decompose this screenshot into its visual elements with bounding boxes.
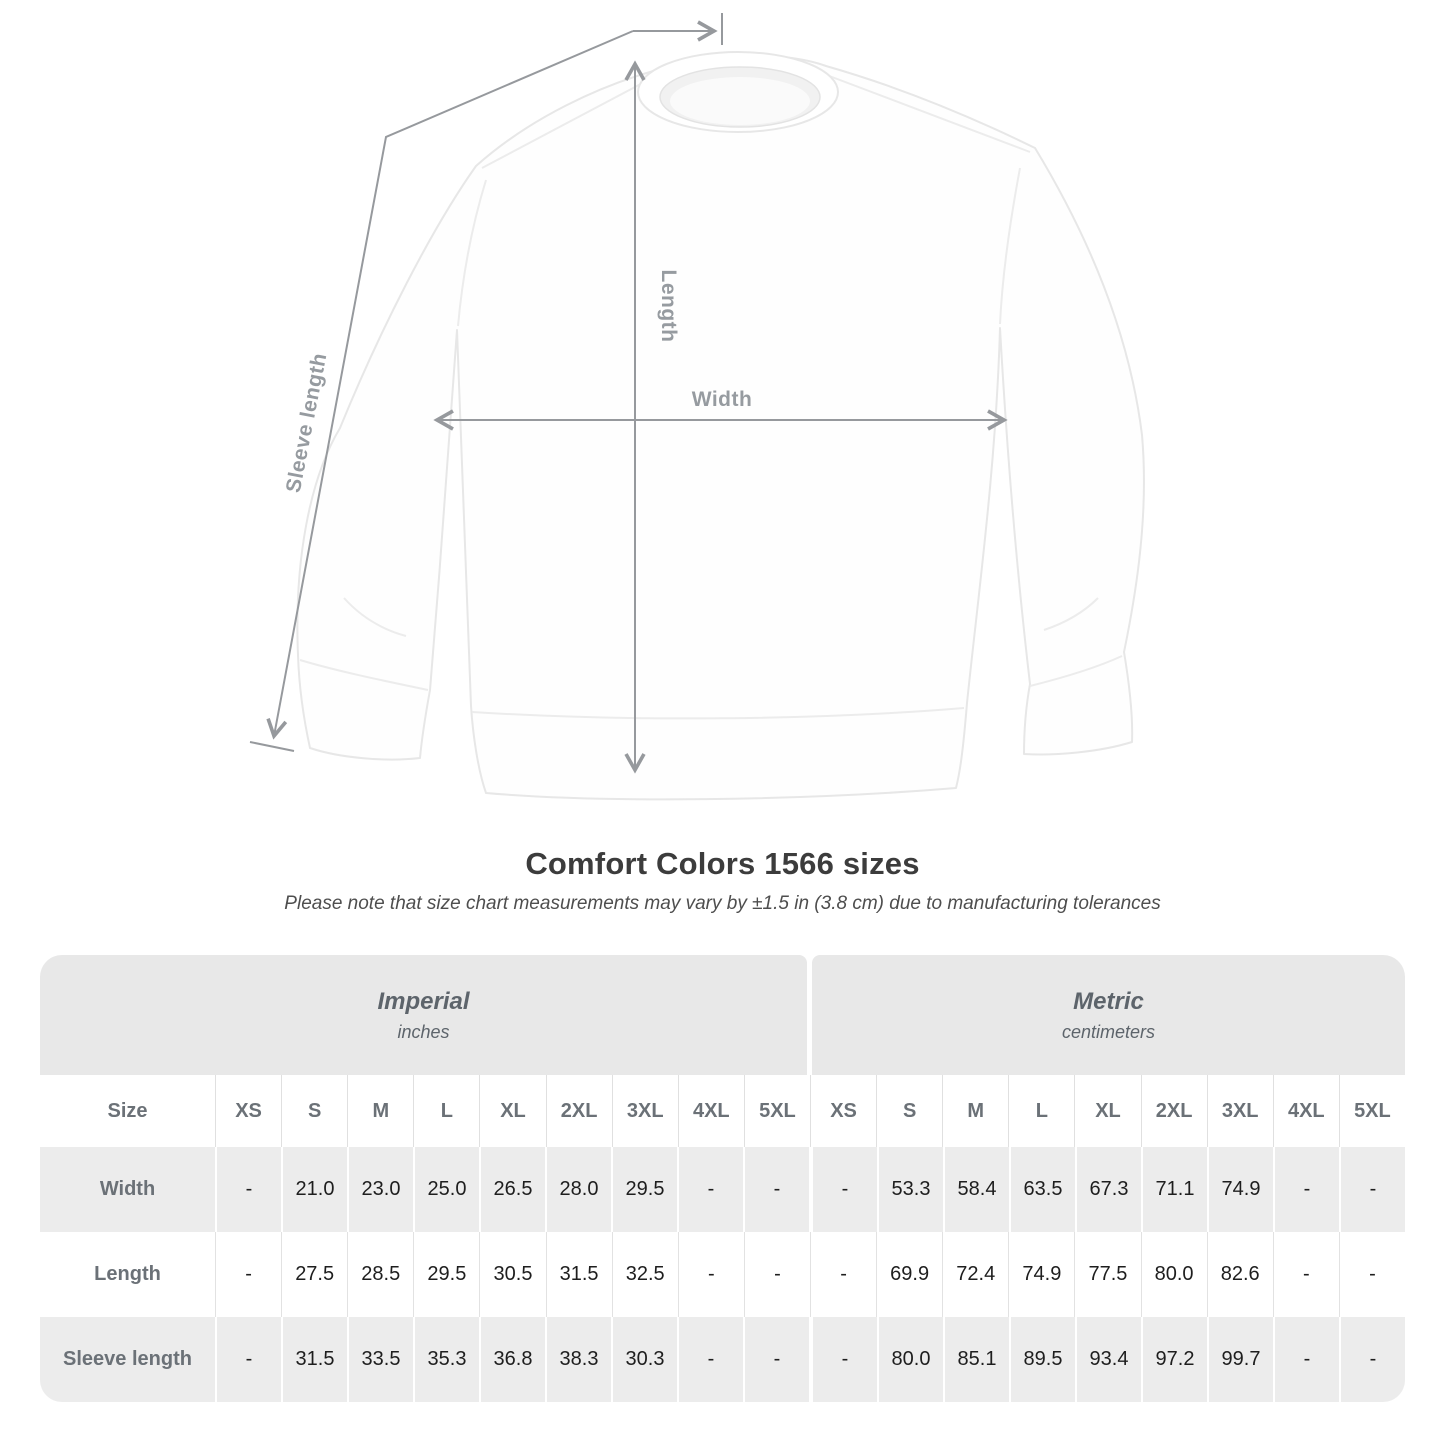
value-cell-length-imperial-m: 28.5 [347, 1232, 413, 1317]
value-cell-width-metric-s: 53.3 [877, 1147, 943, 1232]
value-cell-sleeve-length-imperial-m: 33.5 [347, 1317, 413, 1402]
value-cell-width-imperial-5xl: - [743, 1147, 809, 1232]
size-col-header-metric-2xl: 2XL [1141, 1075, 1207, 1147]
value-cell-sleeve-length-imperial-xl: 36.8 [479, 1317, 545, 1402]
size-col-header-imperial-5xl: 5XL [744, 1075, 810, 1147]
size-col-header-imperial-s: S [281, 1075, 347, 1147]
page-title: Comfort Colors 1566 sizes [525, 846, 920, 881]
size-col-header-metric-3xl: 3XL [1207, 1075, 1273, 1147]
value-cell-width-imperial-3xl: 29.5 [611, 1147, 677, 1232]
value-cell-length-imperial-3xl: 32.5 [612, 1232, 678, 1317]
value-cell-length-metric-xl: 77.5 [1074, 1232, 1140, 1317]
value-cell-sleeve-length-metric-5xl: - [1339, 1317, 1405, 1402]
size-header-label: Size [107, 1099, 148, 1122]
value-cell-sleeve-length-imperial-4xl: - [677, 1317, 743, 1402]
size-col-header-imperial-2xl: 2XL [546, 1075, 612, 1147]
row-label-sleeve-length: Sleeve length [63, 1348, 192, 1370]
size-col-header-metric-m: M [942, 1075, 1008, 1147]
value-cell-width-metric-xs: - [809, 1147, 877, 1232]
metric-title: Metric [1073, 987, 1144, 1015]
table-body [40, 1075, 1405, 1402]
size-col-header-imperial-m: M [347, 1075, 413, 1147]
table-row-sleeve-length [40, 1317, 1405, 1402]
value-cell-width-imperial-4xl: - [677, 1147, 743, 1232]
width-label: Width [691, 388, 753, 411]
collar [638, 52, 838, 132]
value-cell-width-imperial-s: 21.0 [281, 1147, 347, 1232]
value-cell-length-imperial-4xl: - [678, 1232, 744, 1317]
value-cell-length-metric-m: 72.4 [942, 1232, 1008, 1317]
value-cell-length-metric-5xl: - [1339, 1232, 1405, 1317]
value-cell-length-metric-3xl: 82.6 [1207, 1232, 1273, 1317]
value-cell-width-metric-m: 58.4 [943, 1147, 1009, 1232]
value-cell-sleeve-length-imperial-xs: - [215, 1317, 281, 1402]
value-cell-sleeve-length-metric-2xl: 97.2 [1141, 1317, 1207, 1402]
size-col-header-imperial-l: L [413, 1075, 479, 1147]
size-col-header-metric-xl: XL [1074, 1075, 1140, 1147]
size-col-header-metric-s: S [876, 1075, 942, 1147]
value-cell-length-metric-l: 74.9 [1008, 1232, 1074, 1317]
metric-band [812, 955, 1405, 1075]
imperial-band [40, 955, 807, 1075]
value-cell-length-imperial-xl: 30.5 [479, 1232, 545, 1317]
unit-band-row [40, 955, 1405, 1075]
value-cell-length-imperial-l: 29.5 [413, 1232, 479, 1317]
size-col-header-imperial-xl: XL [479, 1075, 545, 1147]
value-cell-length-imperial-xs: - [215, 1232, 281, 1317]
value-cell-length-metric-2xl: 80.0 [1141, 1232, 1207, 1317]
value-cell-sleeve-length-metric-3xl: 99.7 [1207, 1317, 1273, 1402]
table-row-width [40, 1147, 1405, 1232]
value-cell-sleeve-length-imperial-l: 35.3 [413, 1317, 479, 1402]
metric-subtitle: centimeters [1061, 1021, 1156, 1042]
tolerance-note: Please note that size chart measurements may vary by ±1.5 in (3.8 cm) due to manufacturing tolerances [284, 893, 1161, 914]
value-cell-width-metric-l: 63.5 [1009, 1147, 1075, 1232]
size-header-row [40, 1075, 1405, 1147]
imperial-subtitle: inches [397, 1021, 450, 1042]
value-cell-length-metric-4xl: - [1273, 1232, 1339, 1317]
row-label-length: Length [94, 1263, 161, 1285]
value-cell-sleeve-length-imperial-5xl: - [743, 1317, 809, 1402]
value-cell-width-imperial-xs: - [215, 1147, 281, 1232]
size-col-header-metric-5xl: 5XL [1339, 1075, 1405, 1147]
value-cell-sleeve-length-imperial-3xl: 30.3 [611, 1317, 677, 1402]
value-cell-width-metric-xl: 67.3 [1075, 1147, 1141, 1232]
value-cell-width-imperial-2xl: 28.0 [545, 1147, 611, 1232]
size-col-header-imperial-4xl: 4XL [678, 1075, 744, 1147]
size-col-header-metric-l: L [1008, 1075, 1074, 1147]
value-cell-length-imperial-s: 27.5 [281, 1232, 347, 1317]
value-cell-length-metric-xs: - [810, 1232, 876, 1317]
value-cell-width-imperial-m: 23.0 [347, 1147, 413, 1232]
value-cell-width-imperial-xl: 26.5 [479, 1147, 545, 1232]
value-cell-width-metric-4xl: - [1273, 1147, 1339, 1232]
value-cell-sleeve-length-metric-l: 89.5 [1009, 1317, 1075, 1402]
size-col-header-imperial-3xl: 3XL [612, 1075, 678, 1147]
value-cell-length-imperial-2xl: 31.5 [546, 1232, 612, 1317]
size-col-header-metric-4xl: 4XL [1273, 1075, 1339, 1147]
value-cell-sleeve-length-metric-s: 80.0 [877, 1317, 943, 1402]
value-cell-sleeve-length-imperial-s: 31.5 [281, 1317, 347, 1402]
length-label: Length [657, 269, 680, 343]
value-cell-sleeve-length-metric-xs: - [809, 1317, 877, 1402]
size-col-header-metric-xs: XS [810, 1075, 876, 1147]
value-cell-sleeve-length-metric-4xl: - [1273, 1317, 1339, 1402]
value-cell-width-metric-2xl: 71.1 [1141, 1147, 1207, 1232]
value-cell-width-metric-3xl: 74.9 [1207, 1147, 1273, 1232]
value-cell-length-imperial-5xl: - [744, 1232, 810, 1317]
value-cell-sleeve-length-imperial-2xl: 38.3 [545, 1317, 611, 1402]
size-col-header-imperial-xs: XS [215, 1075, 281, 1147]
value-cell-sleeve-length-metric-m: 85.1 [943, 1317, 1009, 1402]
value-cell-length-metric-s: 69.9 [876, 1232, 942, 1317]
row-label-width: Width [99, 1178, 156, 1200]
sweatshirt-body [297, 52, 1144, 799]
value-cell-width-metric-5xl: - [1339, 1147, 1405, 1232]
size-table [40, 955, 1405, 1402]
sleeve-length-label: Sleeve length [281, 350, 332, 495]
table-row-length [40, 1232, 1405, 1317]
value-cell-width-imperial-l: 25.0 [413, 1147, 479, 1232]
value-cell-sleeve-length-metric-xl: 93.4 [1075, 1317, 1141, 1402]
imperial-title: Imperial [377, 987, 470, 1015]
